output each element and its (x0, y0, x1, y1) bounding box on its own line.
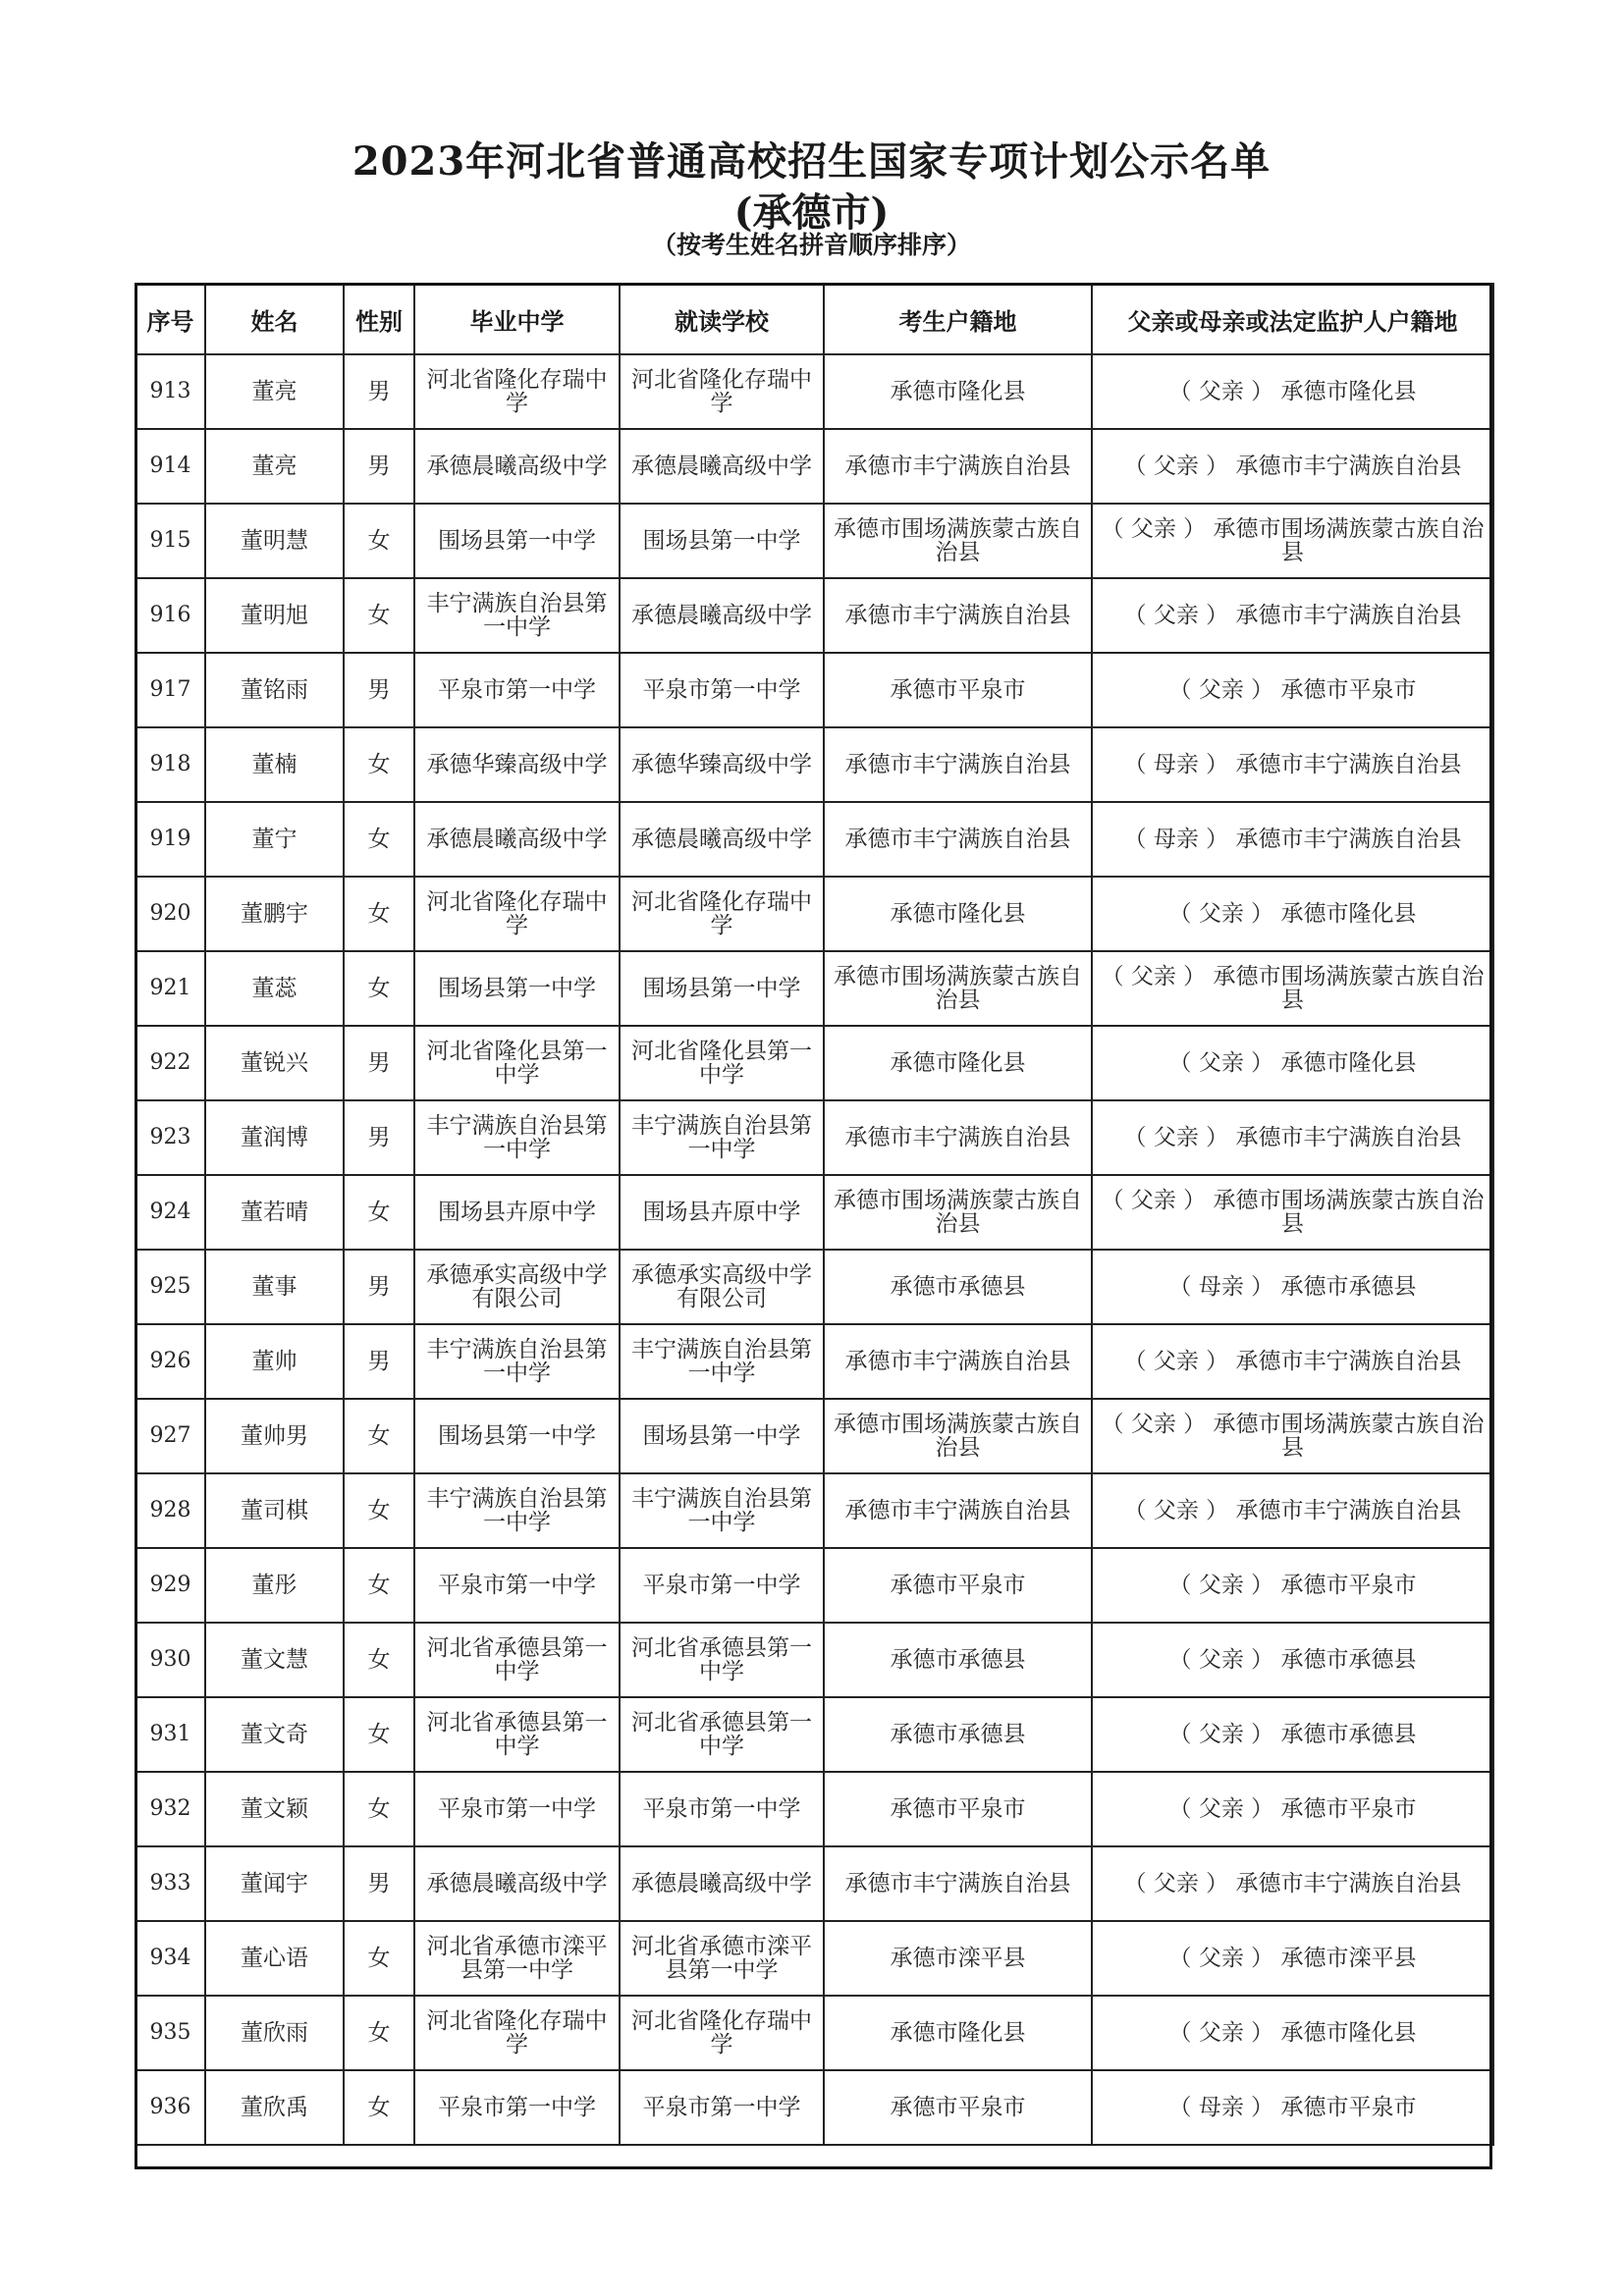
cell-no: 932 (135, 1772, 205, 1846)
cell-guardian-hukou: （ 父亲 ） 承德市围场满族蒙古族自治县 (1092, 1175, 1493, 1250)
cell-no: 916 (135, 578, 205, 653)
cell-graduated-school: 围场县第一中学 (414, 504, 620, 578)
cell-no: 923 (135, 1100, 205, 1175)
cell-current-school: 丰宁满族自治县第一中学 (620, 1100, 824, 1175)
cell-graduated-school: 围场县第一中学 (414, 951, 620, 1026)
page-subtitle: (承德市) (733, 189, 890, 236)
cell-gender: 女 (344, 727, 414, 802)
cell-graduated-school: 丰宁满族自治县第一中学 (414, 1473, 620, 1548)
cell-current-school: 河北省承德县第一中学 (620, 1623, 824, 1697)
cell-student-hukou: 承德市丰宁满族自治县 (824, 1324, 1092, 1399)
cell-graduated-school: 平泉市第一中学 (414, 1548, 620, 1623)
cell-guardian-hukou: （ 父亲 ） 承德市隆化县 (1092, 1996, 1493, 2070)
cell-student-hukou: 承德市隆化县 (824, 1996, 1092, 2070)
cell-name: 董鹏宇 (205, 877, 344, 951)
cell-current-school: 平泉市第一中学 (620, 2070, 824, 2145)
cell-no: 930 (135, 1623, 205, 1697)
sort-note: （按考生姓名拼音顺序排序） (651, 231, 971, 259)
cell-name: 董司棋 (205, 1473, 344, 1548)
cell-student-hukou: 承德市围场满族蒙古族自治县 (824, 504, 1092, 578)
cell-name: 董文奇 (205, 1697, 344, 1772)
cell-graduated-school: 承德承实高级中学有限公司 (414, 1250, 620, 1324)
cell-guardian-hukou: （ 父亲 ） 承德市丰宁满族自治县 (1092, 578, 1493, 653)
table-row (135, 354, 1493, 429)
cell-gender: 女 (344, 1623, 414, 1697)
cell-name: 董铭雨 (205, 653, 344, 727)
cell-graduated-school: 丰宁满族自治县第一中学 (414, 1324, 620, 1399)
cell-current-school: 河北省承德市滦平县第一中学 (620, 1921, 824, 1996)
cell-name: 董事 (205, 1250, 344, 1324)
cell-current-school: 围场县卉原中学 (620, 1175, 824, 1250)
cell-student-hukou: 承德市平泉市 (824, 1772, 1092, 1846)
cell-current-school: 承德晨曦高级中学 (620, 802, 824, 877)
cell-guardian-hukou: （ 父亲 ） 承德市丰宁满族自治县 (1092, 1324, 1493, 1399)
cell-guardian-hukou: （ 母亲 ） 承德市丰宁满族自治县 (1092, 802, 1493, 877)
cell-gender: 女 (344, 578, 414, 653)
cell-gender: 女 (344, 504, 414, 578)
cell-current-school: 河北省隆化县第一中学 (620, 1026, 824, 1100)
cell-student-hukou: 承德市隆化县 (824, 1026, 1092, 1100)
cell-gender: 男 (344, 1100, 414, 1175)
cell-guardian-hukou: （ 父亲 ） 承德市隆化县 (1092, 877, 1493, 951)
table-row (135, 877, 1493, 951)
cell-no: 927 (135, 1399, 205, 1473)
cell-name: 董蕊 (205, 951, 344, 1026)
cell-graduated-school: 承德华臻高级中学 (414, 727, 620, 802)
cell-name: 董文颖 (205, 1772, 344, 1846)
cell-graduated-school: 平泉市第一中学 (414, 653, 620, 727)
cell-student-hukou: 承德市隆化县 (824, 877, 1092, 951)
table-row (135, 727, 1493, 802)
cell-gender: 女 (344, 1473, 414, 1548)
cell-current-school: 河北省隆化存瑞中学 (620, 354, 824, 429)
cell-no: 914 (135, 429, 205, 504)
cell-graduated-school: 河北省隆化存瑞中学 (414, 877, 620, 951)
cell-no: 922 (135, 1026, 205, 1100)
cell-graduated-school: 平泉市第一中学 (414, 1772, 620, 1846)
cell-gender: 女 (344, 1399, 414, 1473)
cell-name: 董明慧 (205, 504, 344, 578)
column-header-no: 序号 (135, 284, 205, 354)
cell-no: 935 (135, 1996, 205, 2070)
cell-graduated-school: 围场县第一中学 (414, 1399, 620, 1473)
cell-guardian-hukou: （ 父亲 ） 承德市丰宁满族自治县 (1092, 1100, 1493, 1175)
cell-student-hukou: 承德市围场满族蒙古族自治县 (824, 951, 1092, 1026)
cell-name: 董若晴 (205, 1175, 344, 1250)
cell-gender: 女 (344, 951, 414, 1026)
table-row (135, 1324, 1493, 1399)
table-header-row (135, 284, 1493, 354)
cell-name: 董闻宇 (205, 1846, 344, 1921)
cell-gender: 女 (344, 1996, 414, 2070)
cell-student-hukou: 承德市承德县 (824, 1250, 1092, 1324)
cell-student-hukou: 承德市围场满族蒙古族自治县 (824, 1175, 1092, 1250)
cell-gender: 女 (344, 1921, 414, 1996)
cell-current-school: 平泉市第一中学 (620, 1548, 824, 1623)
table-row (135, 1772, 1493, 1846)
cell-no: 919 (135, 802, 205, 877)
cell-graduated-school: 河北省承德县第一中学 (414, 1697, 620, 1772)
cell-graduated-school: 河北省隆化存瑞中学 (414, 354, 620, 429)
cell-name: 董帅男 (205, 1399, 344, 1473)
cell-graduated-school: 承德晨曦高级中学 (414, 429, 620, 504)
column-header-current-school: 就读学校 (620, 284, 824, 354)
cell-no: 920 (135, 877, 205, 951)
cell-guardian-hukou: （ 父亲 ） 承德市隆化县 (1092, 1026, 1493, 1100)
cell-name: 董锐兴 (205, 1026, 344, 1100)
cell-gender: 男 (344, 429, 414, 504)
cell-current-school: 河北省隆化存瑞中学 (620, 877, 824, 951)
cell-student-hukou: 承德市平泉市 (824, 653, 1092, 727)
page-title: 2023年河北省普通高校招生国家专项计划公示名单 (352, 138, 1271, 185)
table-row (135, 578, 1493, 653)
cell-student-hukou: 承德市围场满族蒙古族自治县 (824, 1399, 1092, 1473)
cell-no: 924 (135, 1175, 205, 1250)
cell-gender: 男 (344, 1250, 414, 1324)
cell-graduated-school: 河北省承德县第一中学 (414, 1623, 620, 1697)
cell-student-hukou: 承德市隆化县 (824, 354, 1092, 429)
cell-no: 936 (135, 2070, 205, 2145)
table-row (135, 653, 1493, 727)
column-header-graduated-school: 毕业中学 (414, 284, 620, 354)
cell-guardian-hukou: （ 父亲 ） 承德市丰宁满族自治县 (1092, 1473, 1493, 1548)
cell-no: 915 (135, 504, 205, 578)
cell-student-hukou: 承德市承德县 (824, 1623, 1092, 1697)
table-row (135, 1697, 1493, 1772)
cell-graduated-school: 承德晨曦高级中学 (414, 1846, 620, 1921)
cell-guardian-hukou: （ 父亲 ） 承德市围场满族蒙古族自治县 (1092, 951, 1493, 1026)
column-header-gender: 性别 (344, 284, 414, 354)
cell-current-school: 承德晨曦高级中学 (620, 578, 824, 653)
cell-no: 917 (135, 653, 205, 727)
cell-current-school: 围场县第一中学 (620, 951, 824, 1026)
cell-gender: 男 (344, 1324, 414, 1399)
cell-guardian-hukou: （ 父亲 ） 承德市承德县 (1092, 1697, 1493, 1772)
cell-gender: 女 (344, 1175, 414, 1250)
cell-guardian-hukou: （ 父亲 ） 承德市滦平县 (1092, 1921, 1493, 1996)
table-row (135, 1175, 1493, 1250)
cell-guardian-hukou: （ 父亲 ） 承德市平泉市 (1092, 653, 1493, 727)
cell-guardian-hukou: （ 父亲 ） 承德市承德县 (1092, 1623, 1493, 1697)
cell-no: 933 (135, 1846, 205, 1921)
cell-gender: 女 (344, 1772, 414, 1846)
cell-student-hukou: 承德市平泉市 (824, 1548, 1092, 1623)
cell-guardian-hukou: （ 父亲 ） 承德市围场满族蒙古族自治县 (1092, 1399, 1493, 1473)
cell-no: 925 (135, 1250, 205, 1324)
cell-graduated-school: 河北省隆化县第一中学 (414, 1026, 620, 1100)
table-row (135, 2070, 1493, 2145)
cell-current-school: 河北省隆化存瑞中学 (620, 1996, 824, 2070)
cell-current-school: 承德晨曦高级中学 (620, 1846, 824, 1921)
column-header-name: 姓名 (205, 284, 344, 354)
cell-name: 董润博 (205, 1100, 344, 1175)
cell-current-school: 围场县第一中学 (620, 1399, 824, 1473)
cell-gender: 男 (344, 1846, 414, 1921)
table-row (135, 1921, 1493, 1996)
cell-graduated-school: 丰宁满族自治县第一中学 (414, 1100, 620, 1175)
cell-student-hukou: 承德市滦平县 (824, 1921, 1092, 1996)
cell-graduated-school: 河北省隆化存瑞中学 (414, 1996, 620, 2070)
cell-name: 董心语 (205, 1921, 344, 1996)
table-row (135, 1473, 1493, 1548)
table-row (135, 1250, 1493, 1324)
cell-student-hukou: 承德市丰宁满族自治县 (824, 727, 1092, 802)
cell-guardian-hukou: （ 父亲 ） 承德市平泉市 (1092, 1772, 1493, 1846)
table-row (135, 1399, 1493, 1473)
cell-graduated-school: 河北省承德市滦平县第一中学 (414, 1921, 620, 1996)
cell-current-school: 河北省承德县第一中学 (620, 1697, 824, 1772)
cell-no: 913 (135, 354, 205, 429)
cell-current-school: 承德华臻高级中学 (620, 727, 824, 802)
cell-graduated-school: 承德晨曦高级中学 (414, 802, 620, 877)
cell-name: 董帅 (205, 1324, 344, 1399)
cell-guardian-hukou: （ 父亲 ） 承德市平泉市 (1092, 1548, 1493, 1623)
cell-gender: 男 (344, 1026, 414, 1100)
cell-no: 921 (135, 951, 205, 1026)
cell-current-school: 丰宁满族自治县第一中学 (620, 1473, 824, 1548)
cell-graduated-school: 围场县卉原中学 (414, 1175, 620, 1250)
table-row (135, 1100, 1493, 1175)
cell-student-hukou: 承德市丰宁满族自治县 (824, 578, 1092, 653)
cell-guardian-hukou: （ 母亲 ） 承德市平泉市 (1092, 2070, 1493, 2145)
table-row (135, 1026, 1493, 1100)
table-row (135, 1548, 1493, 1623)
cell-name: 董明旭 (205, 578, 344, 653)
cell-guardian-hukou: （ 母亲 ） 承德市丰宁满族自治县 (1092, 727, 1493, 802)
cell-gender: 女 (344, 802, 414, 877)
cell-student-hukou: 承德市丰宁满族自治县 (824, 1846, 1092, 1921)
cell-guardian-hukou: （ 父亲 ） 承德市丰宁满族自治县 (1092, 429, 1493, 504)
cell-graduated-school: 平泉市第一中学 (414, 2070, 620, 2145)
cell-current-school: 围场县第一中学 (620, 504, 824, 578)
cell-gender: 女 (344, 1548, 414, 1623)
cell-name: 董亮 (205, 354, 344, 429)
roster-table (135, 283, 1494, 2146)
cell-no: 929 (135, 1548, 205, 1623)
cell-name: 董文慧 (205, 1623, 344, 1697)
cell-no: 926 (135, 1324, 205, 1399)
cell-gender: 女 (344, 1697, 414, 1772)
cell-student-hukou: 承德市承德县 (824, 1697, 1092, 1772)
cell-student-hukou: 承德市丰宁满族自治县 (824, 429, 1092, 504)
table-row (135, 1623, 1493, 1697)
cell-gender: 女 (344, 877, 414, 951)
table-row (135, 1846, 1493, 1921)
cell-guardian-hukou: （ 父亲 ） 承德市隆化县 (1092, 354, 1493, 429)
cell-name: 董欣禹 (205, 2070, 344, 2145)
cell-guardian-hukou: （ 父亲 ） 承德市丰宁满族自治县 (1092, 1846, 1493, 1921)
cell-no: 934 (135, 1921, 205, 1996)
cell-gender: 女 (344, 2070, 414, 2145)
cell-name: 董亮 (205, 429, 344, 504)
cell-current-school: 平泉市第一中学 (620, 653, 824, 727)
table-row (135, 802, 1493, 877)
cell-gender: 男 (344, 354, 414, 429)
cell-graduated-school: 丰宁满族自治县第一中学 (414, 578, 620, 653)
cell-name: 董彤 (205, 1548, 344, 1623)
cell-student-hukou: 承德市丰宁满族自治县 (824, 802, 1092, 877)
cell-current-school: 承德承实高级中学有限公司 (620, 1250, 824, 1324)
cell-student-hukou: 承德市丰宁满族自治县 (824, 1473, 1092, 1548)
cell-name: 董欣雨 (205, 1996, 344, 2070)
cell-student-hukou: 承德市丰宁满族自治县 (824, 1100, 1092, 1175)
cell-current-school: 承德晨曦高级中学 (620, 429, 824, 504)
cell-current-school: 平泉市第一中学 (620, 1772, 824, 1846)
cell-name: 董宁 (205, 802, 344, 877)
cell-no: 918 (135, 727, 205, 802)
cell-name: 董楠 (205, 727, 344, 802)
cell-gender: 男 (344, 653, 414, 727)
table-row (135, 504, 1493, 578)
column-header-student-hukou: 考生户籍地 (824, 284, 1092, 354)
column-header-guardian-hukou: 父亲或母亲或法定监护人户籍地 (1092, 284, 1493, 354)
cell-student-hukou: 承德市平泉市 (824, 2070, 1092, 2145)
table-row (135, 951, 1493, 1026)
cell-guardian-hukou: （ 母亲 ） 承德市承德县 (1092, 1250, 1493, 1324)
table-row (135, 429, 1493, 504)
table-row (135, 1996, 1493, 2070)
cell-no: 928 (135, 1473, 205, 1548)
cell-no: 931 (135, 1697, 205, 1772)
cell-guardian-hukou: （ 父亲 ） 承德市围场满族蒙古族自治县 (1092, 504, 1493, 578)
cell-current-school: 丰宁满族自治县第一中学 (620, 1324, 824, 1399)
